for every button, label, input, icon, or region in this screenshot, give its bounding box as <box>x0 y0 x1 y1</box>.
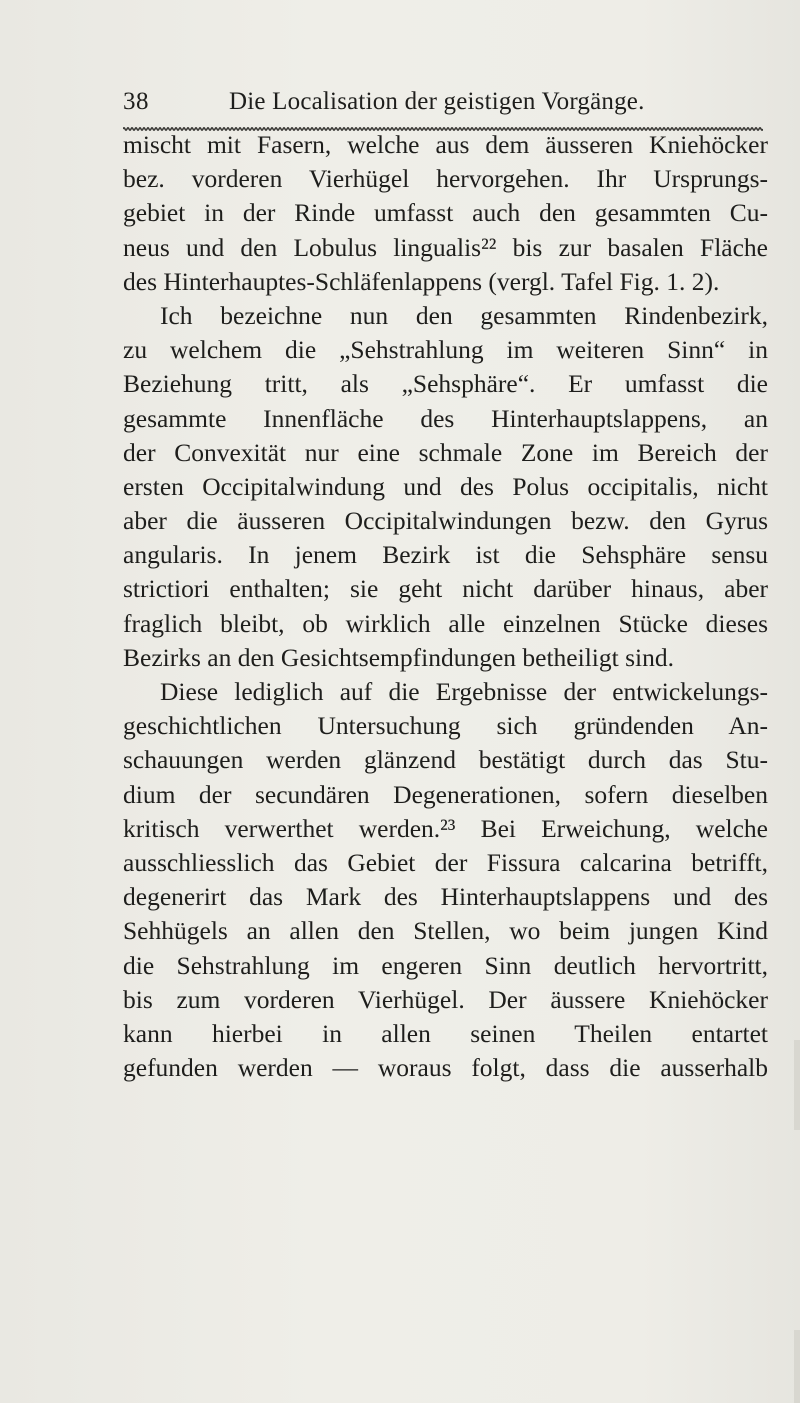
text-line: Sehhügels an allen den Stellen, wo beim jungen Kind <box>123 916 768 946</box>
text-line: mischt mit Fasern, welche aus dem äusseren Kniehöcker <box>123 130 768 159</box>
page-header <box>123 88 765 122</box>
text-line: ersten Occipitalwindung und des Polus occipitalis, nicht <box>123 471 768 501</box>
text-line: kritisch verwerthet werden.²³ Bei Erweichung, welche <box>123 813 768 843</box>
text-line: Diese lediglich auf die Ergebnisse der entwickelungs- <box>160 677 768 706</box>
text-line: gebiet in der Rinde umfasst auch den gesammten Cu- <box>123 198 768 228</box>
body-text <box>123 128 768 1085</box>
page-edge-shadow <box>794 1330 800 1403</box>
running-title: Die Localisation der geistigen Vorgänge. <box>229 88 645 115</box>
text-line: angularis. In jenem Bezirk ist die Sehsphäre sensu <box>123 540 768 570</box>
page-number: 38 <box>123 88 149 115</box>
text-line: die Sehstrahlung im engeren Sinn deutlich hervortritt, <box>123 950 768 980</box>
text-line: neus und den Lobulus lingualis²² bis zur basalen Fläche <box>123 232 768 262</box>
text-line: ausschliesslich das Gebiet der Fissura calcarina betrifft, <box>123 847 768 877</box>
text-line: schauungen werden glänzend bestätigt durch das Stu- <box>123 745 768 775</box>
text-line: aber die äusseren Occipitalwindungen bezw. den Gyrus <box>123 506 768 536</box>
text-line: fraglich bleibt, ob wirklich alle einzelnen Stücke dieses <box>123 608 768 638</box>
text-line: kann hierbei in allen seinen Theilen entartet <box>123 1018 768 1048</box>
page-edge-shadow <box>794 1040 800 1130</box>
text-line: gesammte Innenfläche des Hinterhauptslappens, an <box>123 403 768 433</box>
text-line: gefunden werden — woraus folgt, dass die ausserhalb <box>123 1053 768 1083</box>
text-line: degenerirt das Mark des Hinterhauptslappens und des <box>123 882 768 912</box>
text-line: Ich bezeichne nun den gesammten Rindenbezirk, <box>160 300 768 330</box>
text-line: strictiori enthalten; sie geht nicht darüber hinaus, aber <box>123 574 768 604</box>
text-line: dium der secundären Degenerationen, sofern dieselben <box>123 779 768 809</box>
text-line: der Convexität nur eine schmale Zone im Bereich der <box>123 437 768 467</box>
text-line: zu welchem die „Sehstrahlung im weiteren Sinn“ in <box>123 335 768 365</box>
text-line: geschichtlichen Untersuchung sich gründenden An- <box>123 711 768 741</box>
text-line: Beziehung tritt, als „Sehsphäre“. Er umfasst die <box>123 369 768 399</box>
text-line: Bezirks an den Gesichtsempfindungen betheiligt sind. <box>123 642 674 672</box>
text-line: des Hinterhauptes-Schläfenlappens (vergl. Tafel Fig. 1. 2). <box>123 266 720 296</box>
text-line: bez. vorderen Vierhügel hervorgehen. Ihr Ursprungs- <box>123 164 768 194</box>
text-line: bis zum vorderen Vierhügel. Der äussere Kniehöcker <box>123 984 768 1014</box>
